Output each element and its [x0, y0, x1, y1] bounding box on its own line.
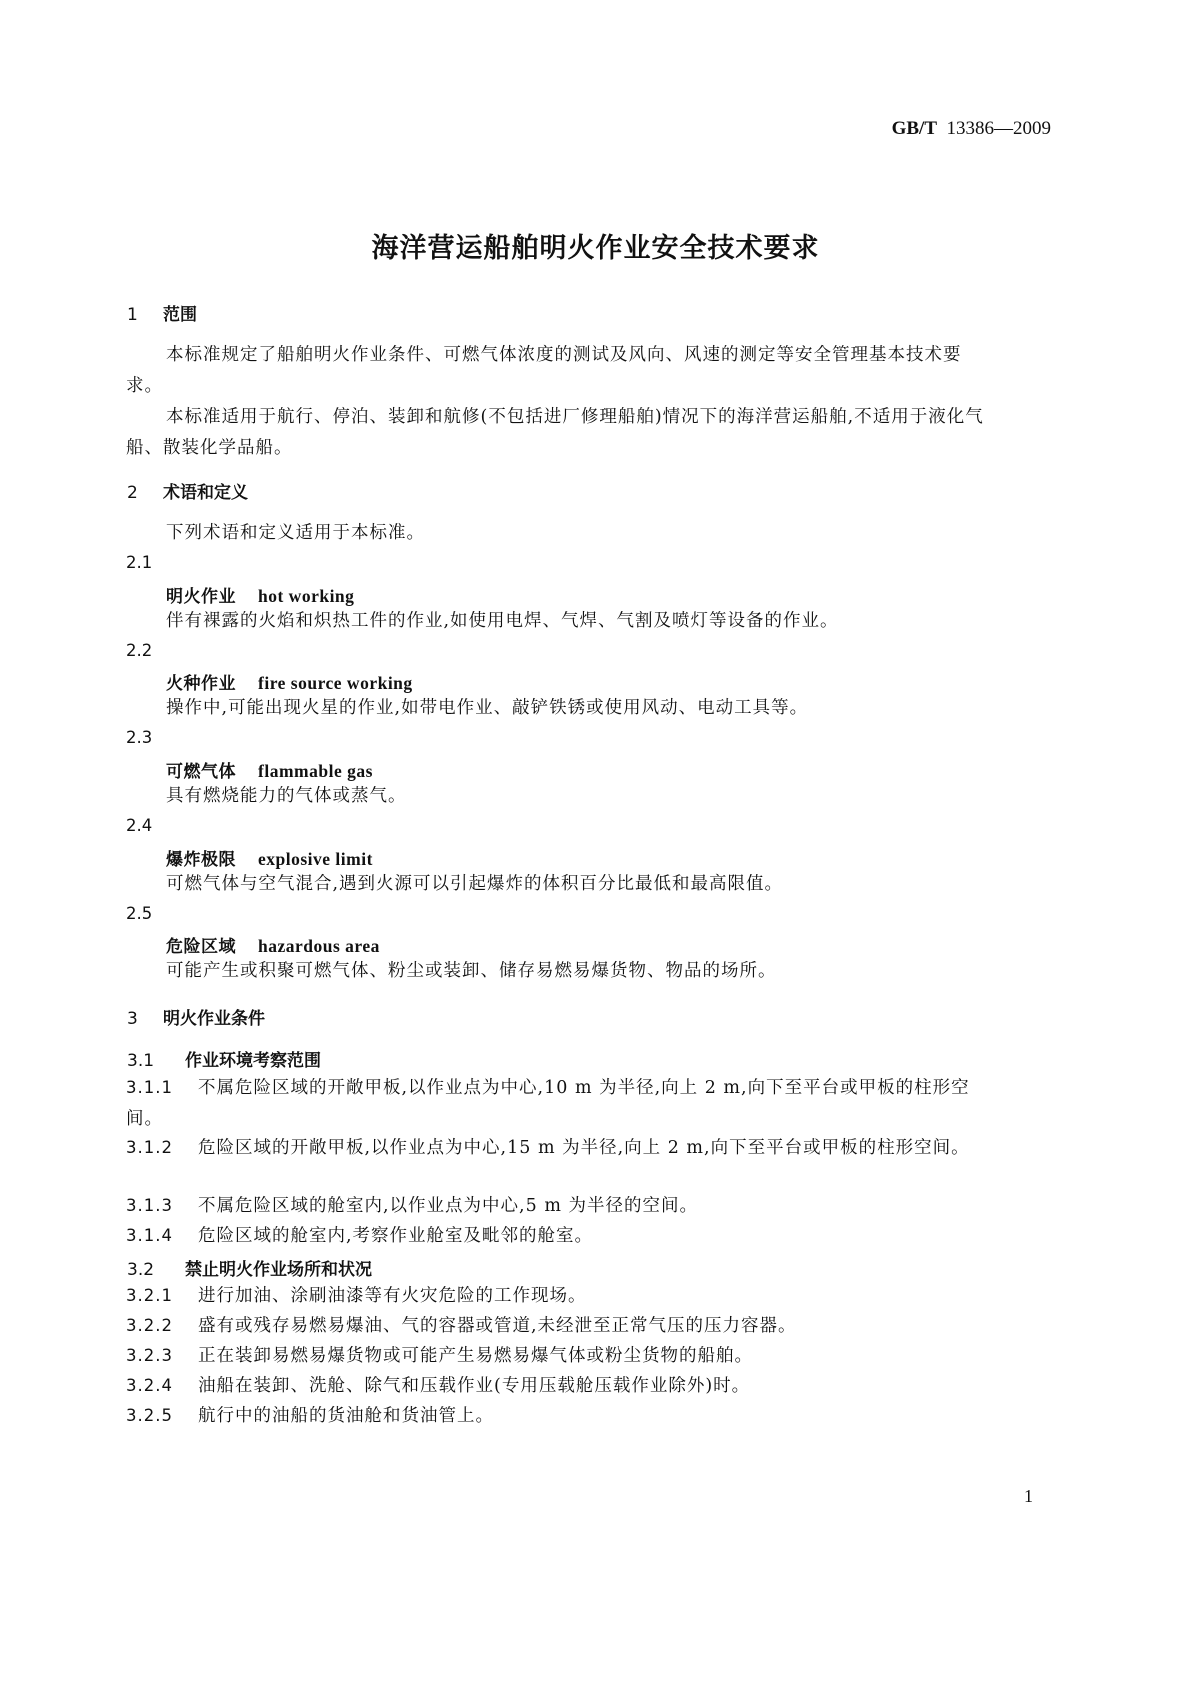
term-definition: 可能产生或积聚可燃气体、粉尘或装卸、储存易燃易爆货物、物品的场所。	[166, 961, 777, 981]
term-definition: 具有燃烧能力的气体或蒸气。	[166, 786, 407, 806]
term-heading: 明火作业 hot working	[166, 586, 355, 607]
term-heading: 火种作业 fire source working	[166, 673, 413, 694]
term-number: 2.5	[126, 904, 153, 923]
clause-3-1-3: 3.1.3 不属危险区域的舱室内,以作业点为中心,5 m 为半径的空间。	[126, 1196, 698, 1216]
term-heading: 可燃气体 flammable gas	[166, 761, 373, 782]
section-1-paragraph-1: 本标准规定了船舶明火作业条件、可燃气体浓度的测试及风向、风速的测定等安全管理基本技术要求。	[126, 345, 962, 396]
clause-3-1-4: 3.1.4 危险区域的舱室内,考察作业舱室及毗邻的舱室。	[126, 1226, 594, 1246]
standard-number	[892, 118, 1051, 140]
section-1-paragraph-2: 本标准适用于航行、停泊、装卸和航修(不包括进厂修理船舶)情况下的海洋营运船舶,不适用于液化气船、散装化学品船。	[126, 407, 984, 458]
clause-3-1-2: 3.1.2 危险区域的开敞甲板,以作业点为中心,15 m 为半径,向上 2 m,向下至平台或甲板的柱形空间。	[126, 1138, 970, 1158]
clause-3-2-1: 3.2.1 进行加油、涂刷油漆等有火灾危险的工作现场。	[126, 1286, 587, 1306]
section-1-heading: 1 范围	[127, 305, 197, 325]
section-2-heading: 2 术语和定义	[127, 483, 248, 503]
term-definition: 操作中,可能出现火星的作业,如带电作业、敲铲铁锈或使用风动、电动工具等。	[166, 698, 809, 718]
term-heading: 爆炸极限 explosive limit	[166, 849, 373, 870]
term-heading: 危险区域 hazardous area	[166, 936, 380, 957]
term-number: 2.4	[126, 816, 153, 835]
subsection-3-2-heading: 3.2 禁止明火作业场所和状况	[127, 1260, 372, 1280]
section-3-heading: 3 明火作业条件	[127, 1009, 265, 1029]
subsection-3-1-heading: 3.1 作业环境考察范围	[127, 1051, 321, 1071]
clause-3-2-3: 3.2.3 正在装卸易燃易爆货物或可能产生易燃易爆气体或粉尘货物的船舶。	[126, 1346, 753, 1366]
section-2-intro: 下列术语和定义适用于本标准。	[166, 523, 425, 543]
document-title: 海洋营运船舶明火作业安全技术要求	[371, 233, 820, 264]
page-number: 1	[1024, 1486, 1033, 1506]
standard-code: 13386—2009	[946, 118, 1051, 139]
term-number: 2.3	[126, 728, 153, 747]
clause-3-2-2: 3.2.2 盛有或残存易燃易爆油、气的容器或管道,未经泄至正常气压的压力容器。	[126, 1316, 797, 1336]
term-number: 2.1	[126, 553, 153, 572]
term-number: 2.2	[126, 641, 153, 660]
term-definition: 可燃气体与空气混合,遇到火源可以引起爆炸的体积百分比最低和最高限值。	[166, 874, 784, 894]
clause-3-1-1: 3.1.1 不属危险区域的开敞甲板,以作业点为中心,10 m 为半径,向上 2 m,向下至平台或甲板的柱形空间。	[126, 1078, 970, 1129]
standard-prefix: GB/T	[891, 118, 937, 139]
clause-3-2-4: 3.2.4 油船在装卸、洗舱、除气和压载作业(专用压载舱压载作业除外)时。	[126, 1376, 751, 1396]
term-definition: 伴有裸露的火焰和炽热工件的作业,如使用电焊、气焊、气割及喷灯等设备的作业。	[166, 611, 839, 631]
clause-3-2-5: 3.2.5 航行中的油船的货油舱和货油管上。	[126, 1406, 494, 1426]
